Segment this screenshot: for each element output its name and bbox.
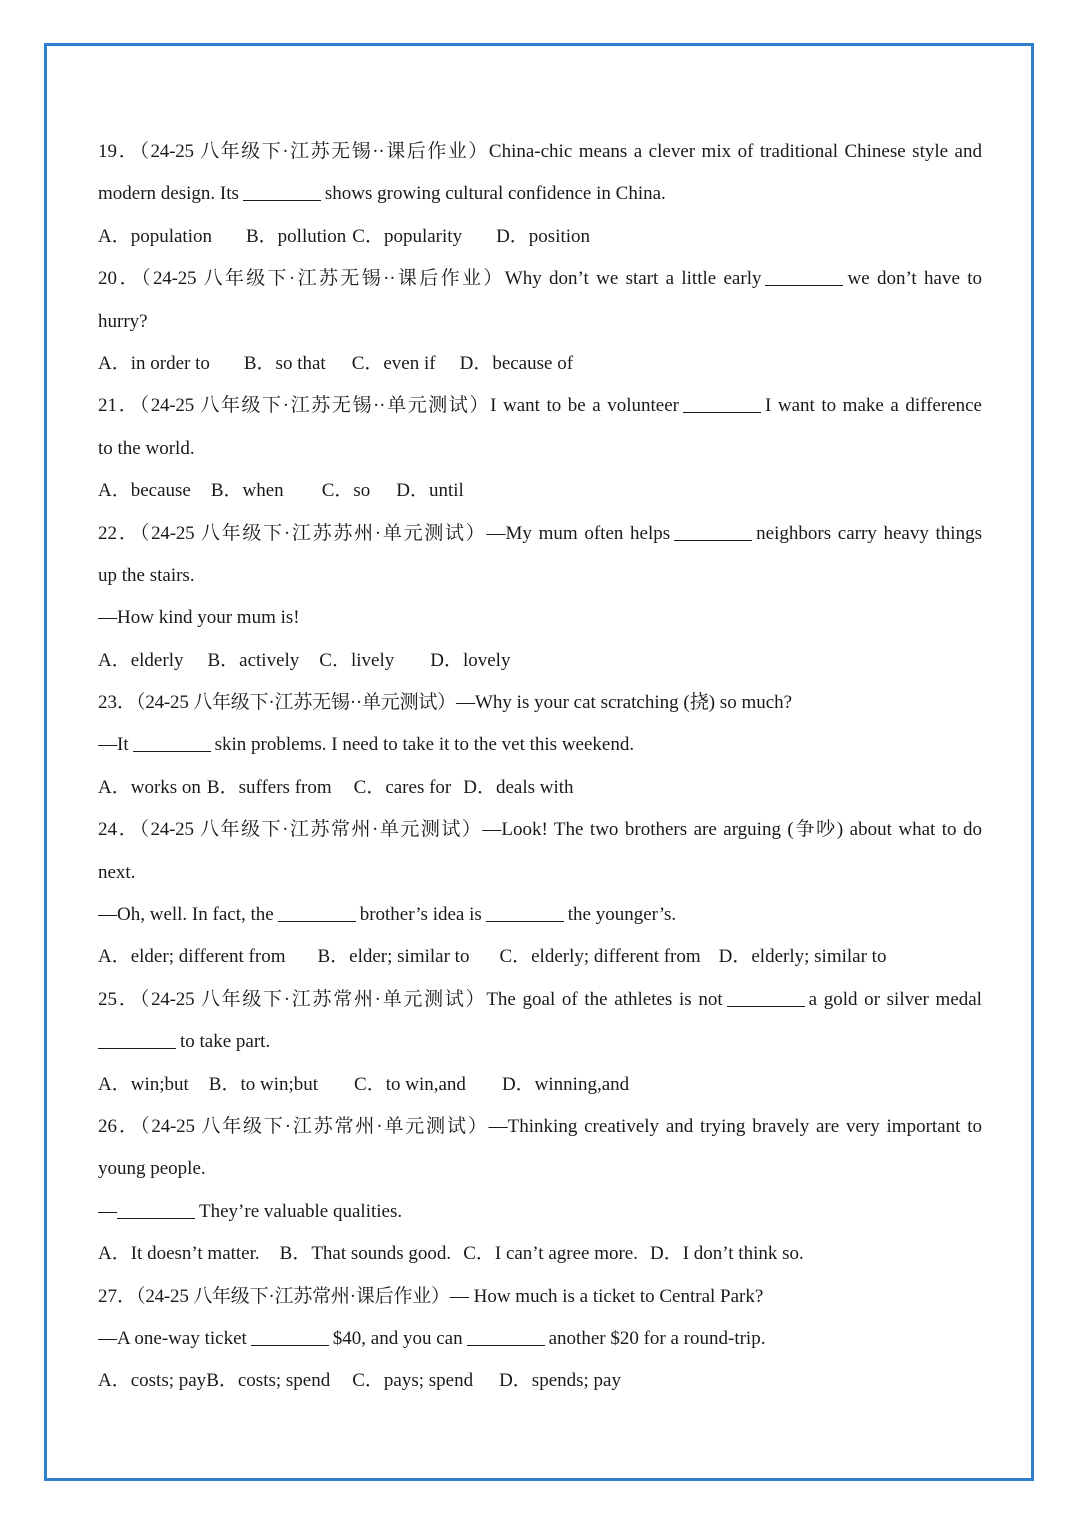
q22-stem-text-3: —How kind your mum is!	[98, 607, 300, 629]
q26-options	[98, 1233, 982, 1275]
q27-stem-text-1: — How much is a ticket to Central Park?	[449, 1285, 764, 1307]
q26-stem-text-2: young people.	[98, 1158, 206, 1180]
q26-option-c[interactable]: C．I can’t agree more.	[463, 1243, 638, 1265]
q23-stem-text-2a: —It	[98, 734, 129, 756]
q21-option-c[interactable]: C．so	[321, 480, 371, 502]
q24-stem-text-1: —Look! The two brothers are arguing (争吵) about what to do	[482, 819, 982, 841]
q20-stem-text-1a: Why don’t we start a little early	[504, 268, 762, 290]
q26-stem-text-3b: They’re valuable qualities.	[199, 1200, 403, 1222]
q25-option-c[interactable]: C．to win,and	[354, 1073, 466, 1095]
q20-stem-text-2: hurry?	[98, 310, 148, 332]
q23-stem-line2	[98, 724, 982, 766]
q20-stem-text-1b: we don’t have to	[847, 268, 982, 290]
q25-stem-line1	[98, 979, 982, 1021]
q25-stem-text-1b: a gold or silver medal	[808, 988, 982, 1010]
q22-blank[interactable]	[674, 521, 752, 541]
q21-stem-text-1a: I want to be a volunteer	[490, 395, 679, 417]
q21-option-d[interactable]: D．until	[396, 480, 464, 502]
q20-stem-line2	[98, 301, 982, 343]
q22-stem-text-1b: neighbors carry heavy things	[756, 522, 982, 544]
q26-source: （24-25 八年级下·江苏常州·单元测试）	[140, 1115, 489, 1137]
q20-blank[interactable]	[765, 266, 843, 286]
q25-blank-1[interactable]	[727, 987, 805, 1007]
q27-number: 27．	[98, 1285, 137, 1307]
q21-stem-line2	[98, 428, 982, 470]
q27-source: （24-25 八年级下·江苏常州·课后作业）	[136, 1285, 450, 1307]
q24-blank-1[interactable]	[278, 902, 356, 922]
q23-options	[98, 767, 982, 809]
q23-number: 23．	[98, 692, 137, 714]
q21-blank[interactable]	[683, 393, 761, 413]
q20-option-a[interactable]: A．in order to	[98, 352, 210, 374]
q23-stem-line1	[98, 682, 982, 724]
q21-stem-text-2: to the world.	[98, 437, 195, 459]
q25-stem-text-2: to take part.	[180, 1031, 271, 1053]
q24-source: （24-25 八年级下·江苏常州·单元测试）	[139, 819, 483, 841]
question-list	[98, 131, 982, 1403]
q22-options	[98, 640, 982, 682]
q20-option-b[interactable]: B．so that	[243, 352, 326, 374]
q27-stem-line2	[98, 1318, 982, 1360]
q25-option-b[interactable]: B．to win;but	[208, 1073, 319, 1095]
q25-option-a[interactable]: A．win;but	[98, 1073, 189, 1095]
q22-option-c[interactable]: C．lively	[319, 649, 395, 671]
q27-stem-text-2a: —A one-way ticket	[98, 1327, 247, 1349]
q21-option-a[interactable]: A．because	[98, 480, 191, 502]
q19-stem-line1	[98, 131, 982, 173]
q23-blank[interactable]	[133, 732, 211, 752]
q23-option-c[interactable]: C．cares for	[353, 776, 452, 798]
q20-stem-line1	[98, 258, 982, 300]
q23-stem-text-1: —Why is your cat scratching (挠) so much?	[455, 692, 793, 714]
q24-stem-line1	[98, 809, 982, 851]
q21-stem-text-1b: I want to make a difference	[764, 395, 982, 417]
q23-option-a[interactable]: A．works on	[98, 776, 201, 798]
q24-stem-text-3b: brother’s idea is	[359, 904, 482, 926]
q23-stem-text-2b: skin problems. I need to take it to the vet this weekend.	[214, 734, 635, 756]
q21-number: 21．	[98, 395, 140, 417]
q22-stem-line2	[98, 555, 982, 597]
q22-stem-line3	[98, 597, 982, 639]
q27-option-a[interactable]: A．costs; pay	[98, 1370, 207, 1392]
q27-option-c[interactable]: C．pays; spend	[352, 1370, 474, 1392]
q27-blank-2[interactable]	[467, 1326, 545, 1346]
q22-stem-line1	[98, 513, 982, 555]
q19-options	[98, 216, 982, 258]
q25-number: 25．	[98, 988, 140, 1010]
q27-blank-1[interactable]	[251, 1326, 329, 1346]
q27-options	[98, 1360, 982, 1402]
q19-number: 19．	[98, 141, 140, 162]
q21-source: （24-25 八年级下·江苏无锡··单元测试）	[139, 395, 491, 417]
q24-stem-text-2: next.	[98, 861, 136, 883]
q19-stem-text-2a: modern design. Its	[98, 183, 239, 205]
q24-options	[98, 936, 982, 978]
q27-option-d[interactable]: D．spends; pay	[499, 1370, 621, 1392]
q24-blank-2[interactable]	[486, 902, 564, 922]
q27-stem-text-2c: another $20 for a round-trip.	[548, 1327, 766, 1349]
q26-option-b[interactable]: B．That sounds good.	[279, 1243, 452, 1265]
q21-options	[98, 470, 982, 512]
q19-option-b[interactable]: B．pollution	[246, 225, 347, 247]
q19-stem-text-2b: shows growing cultural confidence in China.	[324, 183, 666, 205]
q26-number: 26．	[98, 1115, 141, 1137]
q25-stem-line2	[98, 1021, 982, 1063]
q21-option-b[interactable]: B．when	[210, 480, 284, 502]
q24-number: 24．	[98, 819, 140, 841]
q22-source: （24-25 八年级下·江苏苏州·单元测试）	[139, 522, 487, 544]
q25-source: （24-25 八年级下·江苏常州·单元测试）	[139, 988, 487, 1010]
q20-number: 20．	[98, 268, 142, 290]
q24-stem-text-3a: —Oh, well. In fact, the	[98, 904, 274, 926]
q19-blank[interactable]	[243, 181, 321, 201]
q27-stem-text-2b: $40, and you can	[332, 1327, 463, 1349]
q20-option-d[interactable]: D．because of	[459, 352, 574, 374]
q19-option-a[interactable]: A．population	[98, 225, 212, 247]
q22-option-b[interactable]: B．actively	[207, 649, 300, 671]
q25-stem-text-1a: The goal of the athletes is not	[486, 988, 723, 1010]
q24-stem-line3	[98, 894, 982, 936]
q23-source: （24-25 八年级下·江苏无锡··单元测试）	[136, 692, 456, 714]
q20-option-c[interactable]: C．even if	[351, 352, 436, 374]
q24-stem-line2	[98, 852, 982, 894]
q19-stem-line2	[98, 173, 982, 215]
q24-option-a[interactable]: A．elder; different from	[98, 946, 286, 968]
q24-option-d[interactable]: D．elderly; similar to	[718, 946, 887, 968]
q26-stem-text-1: —Thinking creatively and trying bravely are very important to	[488, 1115, 982, 1137]
q20-source: （24-25 八年级下·江苏无锡··课后作业）	[141, 268, 505, 290]
q19-stem-text: China-chic means a clever mix of traditional Chinese style and	[488, 141, 982, 162]
q23-option-d[interactable]: D．deals with	[463, 776, 574, 798]
q26-stem-line3	[98, 1191, 982, 1233]
q26-stem-line1	[98, 1106, 982, 1148]
q19-option-c[interactable]: C．popularity	[352, 225, 463, 247]
q25-option-d[interactable]: D．winning,and	[501, 1073, 630, 1095]
q27-option-b[interactable]: B．costs; spend	[206, 1370, 331, 1392]
q25-blank-2[interactable]	[98, 1029, 176, 1049]
q26-option-a[interactable]: A．It doesn’t matter.	[98, 1243, 260, 1265]
q22-number: 22．	[98, 522, 140, 544]
q24-stem-text-3c: the younger’s.	[567, 904, 677, 926]
q24-option-c[interactable]: C．elderly; different from	[499, 946, 701, 968]
q22-stem-text-1a: —My mum often helps	[486, 522, 671, 544]
q21-stem-line1	[98, 385, 982, 427]
q19-source: （24-25 八年级下·江苏无锡··课后作业）	[139, 141, 489, 162]
q26-stem-line2	[98, 1148, 982, 1190]
q26-blank[interactable]	[117, 1199, 195, 1219]
q20-options	[98, 343, 982, 385]
q26-stem-text-3a: —	[98, 1200, 117, 1222]
q22-stem-text-2: up the stairs.	[98, 564, 195, 586]
q22-option-d[interactable]: D．lovely	[430, 649, 511, 671]
q23-option-b[interactable]: B．suffers from	[206, 776, 332, 798]
q24-option-b[interactable]: B．elder; similar to	[317, 946, 470, 968]
q22-option-a[interactable]: A．elderly	[98, 649, 184, 671]
q27-stem-line1	[98, 1276, 982, 1318]
q19-option-d[interactable]: D．position	[496, 225, 591, 247]
q26-option-d[interactable]: D．I don’t think so.	[649, 1243, 804, 1265]
q25-options	[98, 1064, 982, 1106]
